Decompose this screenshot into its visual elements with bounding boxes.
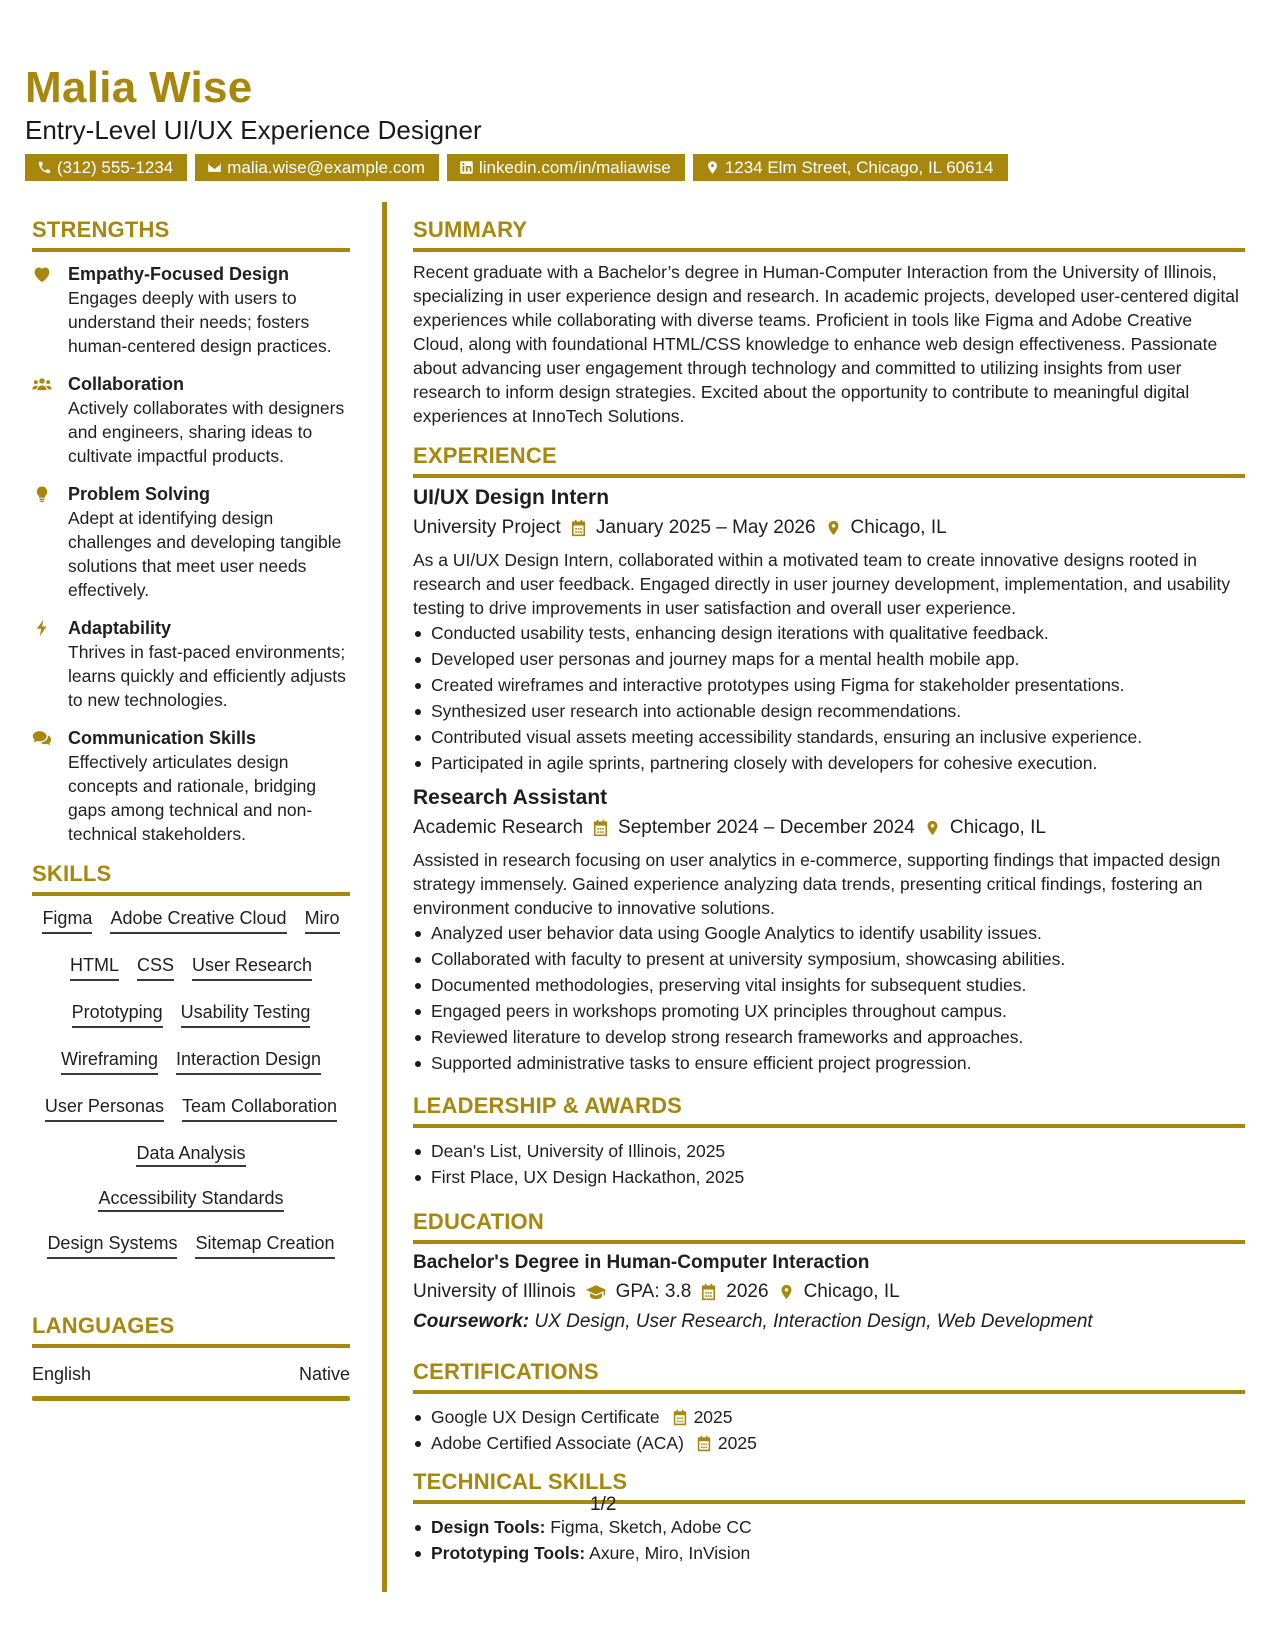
heart-icon: [32, 265, 52, 283]
skill-tag: Prototyping: [72, 1000, 163, 1028]
list-item: Synthesized user research into actionable design recommendations.: [413, 698, 1245, 724]
left-column: [32, 216, 350, 1401]
calendar-icon: [672, 1409, 688, 1426]
envelope-icon: [207, 160, 222, 175]
strength-item: [32, 482, 350, 602]
list-item: Engaged peers in workshops promoting UX principles throughout campus.: [413, 998, 1245, 1024]
coursework-label: Coursework:: [413, 1311, 530, 1332]
candidate-name: Malia Wise: [25, 63, 253, 112]
job-location: Chicago, IL: [850, 517, 947, 538]
strength-title: Empathy-Focused Design: [68, 264, 290, 284]
education-coursework: [413, 1308, 1245, 1336]
skill-tag: Wireframing: [61, 1047, 158, 1075]
skill-tag: Miro: [305, 906, 340, 934]
skill-tag: Sitemap Creation: [195, 1231, 334, 1259]
job-org: Academic Research: [413, 817, 584, 838]
languages-heading: LANGUAGES: [32, 1312, 350, 1348]
skill-tag: Adobe Creative Cloud: [110, 906, 286, 934]
coursework-text: UX Design, User Research, Interaction Design, Web Development: [534, 1311, 1093, 1332]
education-gpa: GPA: 3.8: [615, 1281, 692, 1302]
job-dates: September 2024 – December 2024: [618, 817, 915, 838]
contact-phone-text: (312) 555-1234: [57, 158, 174, 177]
map-pin-icon: [705, 160, 720, 175]
skill-tag: [32, 1141, 350, 1167]
contact-address-text: 1234 Elm Street, Chicago, IL 60614: [724, 158, 994, 177]
list-item: Supported administrative tasks to ensure efficient project progression.: [413, 1050, 1245, 1076]
strength-title: Communication Skills: [68, 728, 257, 748]
education-heading: EDUCATION: [413, 1208, 1245, 1244]
summary-heading: SUMMARY: [413, 216, 1245, 252]
page-number: 1/2: [590, 1494, 617, 1515]
strength-item: [32, 372, 350, 468]
users-icon: [32, 375, 52, 393]
strength-title: Problem Solving: [68, 484, 211, 504]
certifications-list: [413, 1404, 1245, 1456]
tech-skill-label: Prototyping Tools:: [431, 1543, 586, 1563]
list-item: Documented methodologies, preserving vital insights for subsequent studies.: [413, 972, 1245, 998]
education-degree: Bachelor's Degree in Human-Computer Interaction: [413, 1252, 870, 1273]
list-item: Contributed visual assets meeting accessibility standards, ensuring an inclusive experience.: [413, 724, 1245, 750]
graduation-cap-icon: [585, 1283, 607, 1301]
job-dates: January 2025 – May 2026: [595, 517, 816, 538]
strength-desc: Actively collaborates with designers and engineers, sharing ideas to cultivate impactful products.: [68, 398, 345, 466]
skill-tag: Figma: [42, 906, 92, 934]
job-location: Chicago, IL: [949, 817, 1046, 838]
strength-title: Adaptability: [68, 618, 172, 638]
comments-icon: [32, 729, 52, 747]
strength-desc: Thrives in fast-paced environments; learns quickly and efficiently adjusts to new technologies.: [68, 642, 346, 710]
contact-email-text: malia.wise@example.com: [227, 158, 425, 177]
experience-heading: EXPERIENCE: [413, 442, 1245, 478]
job-bullets: [413, 620, 1245, 776]
list-item: Conducted usability tests, enhancing design iterations with qualitative feedback.: [413, 620, 1245, 646]
skill-tag: User Personas: [45, 1094, 164, 1122]
cert-name: Adobe Certified Associate (ACA): [431, 1433, 684, 1453]
contact-phone[interactable]: [25, 154, 187, 181]
job-meta: [413, 514, 1245, 542]
skill-tag: User Research: [192, 953, 312, 981]
map-pin-icon: [778, 1283, 795, 1301]
job-entry: [413, 484, 1245, 776]
tech-skill-value: Axure, Miro, InVision: [589, 1543, 751, 1563]
phone-icon: [37, 160, 52, 175]
list-item: [413, 1540, 1245, 1566]
skill-tag: CSS: [137, 953, 174, 981]
right-column: [413, 216, 1245, 1566]
strength-desc: Effectively articulates design concepts and rationale, bridging gaps among technical and non-technical stakeholders.: [68, 752, 317, 844]
cert-name: Google UX Design Certificate: [431, 1407, 660, 1427]
language-name: English: [32, 1364, 92, 1384]
column-divider: [382, 202, 387, 1592]
summary-text: Recent graduate with a Bachelor’s degree in Human-Computer Interaction from the University of Illinois, specializing in user experience design and research. In academic projects, developed user-centered digital experiences while collaborating with diverse teams. Proficient in tools like Figma and Adobe Creative Cloud, along with foundational HTML/CSS knowledge to enhance web design effectiveness. Passionate about advancing user engagement through technology and committed to utilizing insights from user research to inform design strategies. Excited about the opportunity to contribute to meaningful digital experiences at InnoTech Solutions.: [413, 262, 1239, 426]
technical-skills-list: [413, 1514, 1245, 1566]
job-description: Assisted in research focusing on user analytics in e-commerce, supporting findings that impacted design strategy immensely. Gained experience analyzing data trends, presenting critical findings, fostering an environment conducive to innovative solutions.: [413, 850, 1221, 918]
list-item: First Place, UX Design Hackathon, 2025: [413, 1164, 1245, 1190]
candidate-title: Entry-Level UI/UX Experience Designer: [25, 115, 482, 145]
list-item: Reviewed literature to develop strong research frameworks and approaches.: [413, 1024, 1245, 1050]
tech-skill-value: Figma, Sketch, Adobe CC: [550, 1517, 752, 1537]
strength-desc: Engages deeply with users to understand their needs; fosters human-centered design practices.: [68, 288, 332, 356]
bolt-icon: [32, 619, 52, 637]
education-meta: [413, 1278, 1245, 1306]
skill-tag: Design Systems: [47, 1231, 177, 1259]
job-title: UI/UX Design Intern: [413, 486, 610, 509]
contact-linkedin[interactable]: [447, 154, 685, 181]
job-meta: [413, 814, 1245, 842]
tech-skill-label: Design Tools:: [431, 1517, 546, 1537]
strength-desc: Adept at identifying design challenges and developing tangible solutions that meet user needs effectively.: [68, 508, 342, 600]
strength-item: [32, 262, 350, 358]
skill-tag: Usability Testing: [181, 1000, 311, 1028]
linkedin-icon: [459, 160, 474, 175]
calendar-icon: [700, 1283, 717, 1301]
education-location: Chicago, IL: [803, 1281, 900, 1302]
list-item: Developed user personas and journey maps for a mental health mobile app.: [413, 646, 1245, 672]
map-pin-icon: [825, 519, 842, 537]
leadership-heading: LEADERSHIP & AWARDS: [413, 1092, 1245, 1128]
lightbulb-icon: [32, 485, 52, 503]
cert-year: 2025: [693, 1407, 733, 1427]
list-item: [413, 1404, 1245, 1430]
skills-list: [32, 906, 350, 1278]
language-level: Native: [298, 1364, 350, 1384]
skill-tag-text: Data Analysis: [136, 1143, 245, 1167]
job-entry: [413, 784, 1245, 1076]
skill-tag: HTML: [70, 953, 119, 981]
contact-address[interactable]: [693, 154, 1008, 181]
map-pin-icon: [924, 819, 941, 837]
cert-year: 2025: [717, 1433, 757, 1453]
calendar-icon: [592, 819, 609, 837]
list-item: Dean's List, University of Illinois, 2025: [413, 1138, 1245, 1164]
job-org: University Project: [413, 517, 561, 538]
strengths-heading: STRENGTHS: [32, 216, 350, 252]
skill-tag: [32, 1186, 350, 1212]
calendar-icon: [570, 519, 587, 537]
list-item: Created wireframes and interactive prototypes using Figma for stakeholder presentations.: [413, 672, 1245, 698]
job-description: As a UI/UX Design Intern, collaborated within a motivated team to create innovative designs rooted in research and user feedback. Engaged directly in user journey development, implementation, and usability testing to drive improvements in user satisfaction and overall user experience.: [413, 550, 1231, 618]
strength-item: [32, 616, 350, 712]
list-item: [413, 1514, 1245, 1540]
technical-skills-heading: TECHNICAL SKILLS: [413, 1468, 1245, 1504]
strength-item: [32, 726, 350, 846]
list-item: Participated in agile sprints, partnering closely with developers for cohesive execution.: [413, 750, 1245, 776]
skill-tag: Interaction Design: [176, 1047, 321, 1075]
contact-email[interactable]: [195, 154, 439, 181]
list-item: [413, 1430, 1245, 1456]
education-school: University of Illinois: [413, 1281, 576, 1302]
job-title: Research Assistant: [413, 786, 608, 809]
education-year: 2026: [726, 1281, 769, 1302]
language-row: [32, 1362, 350, 1386]
leadership-list: [413, 1138, 1245, 1190]
contact-linkedin-text: linkedin.com/in/maliawise: [478, 158, 671, 177]
list-item: Collaborated with faculty to present at university symposium, showcasing abilities.: [413, 946, 1245, 972]
skill-tag-text: Accessibility Standards: [98, 1188, 283, 1212]
strength-title: Collaboration: [68, 374, 184, 394]
contact-bar: [25, 154, 1255, 181]
skills-heading: SKILLS: [32, 860, 350, 896]
list-item: Analyzed user behavior data using Google Analytics to identify usability issues.: [413, 920, 1245, 946]
skill-tag: Team Collaboration: [182, 1094, 337, 1122]
job-bullets: [413, 920, 1245, 1076]
certifications-heading: CERTIFICATIONS: [413, 1358, 1245, 1394]
resume-header: [25, 64, 1255, 181]
calendar-icon: [696, 1435, 712, 1452]
language-level-bar: [32, 1396, 350, 1401]
